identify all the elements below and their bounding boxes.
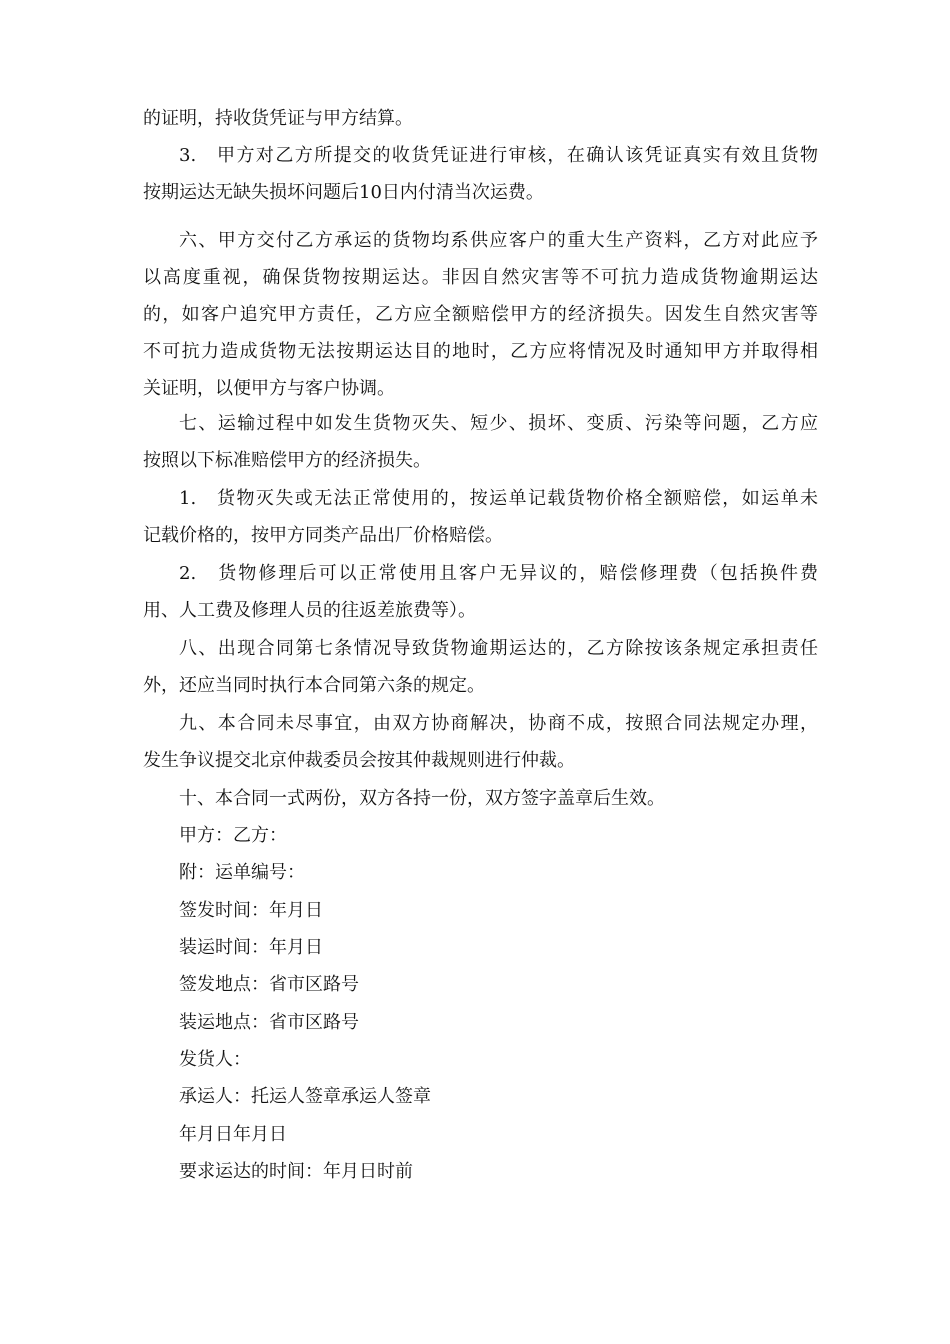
issue-place-line: 签发地点：省市区路号 — [179, 974, 359, 995]
paragraph-line: 十、本合同一式两份，双方各持一份，双方签字盖章后生效。 — [179, 788, 665, 809]
issue-time-line: 签发时间：年月日 — [179, 900, 323, 921]
date-line: 年月日年月日 — [179, 1124, 287, 1145]
paragraph-line: 1. 货物灭失或无法正常使用的，按运单记载货物价格全额赔偿，如运单未 — [179, 488, 818, 509]
paragraph-line: 发生争议提交北京仲裁委员会按其仲裁规则进行仲裁。 — [143, 750, 575, 771]
paragraph-line: 八、出现合同第七条情况导致货物逾期运达的，乙方除按该条规定承担责任 — [179, 638, 818, 659]
paragraph-line: 以高度重视，确保货物按期运达。非因自然灾害等不可抗力造成货物逾期运达 — [143, 267, 818, 288]
paragraph-line: 按期运达无缺失损坏问题后10日内付清当次运费。 — [143, 182, 544, 203]
loading-place-line: 装运地点：省市区路号 — [179, 1012, 359, 1033]
carrier-line: 承运人：托运人签章承运人签章 — [179, 1086, 431, 1107]
shipper-line: 发货人： — [179, 1049, 251, 1070]
paragraph-line: 七、运输过程中如发生货物灭失、短少、损坏、变质、污染等问题，乙方应 — [179, 413, 818, 434]
paragraph-line: 记载价格的，按甲方同类产品出厂价格赔偿。 — [143, 525, 503, 546]
paragraph-line: 3. 甲方对乙方所提交的收货凭证进行审核，在确认该凭证真实有效且货物 — [179, 145, 818, 166]
paragraph-line: 用、人工费及修理人员的往返差旅费等）。 — [143, 600, 476, 621]
paragraph-line: 的，如客户追究甲方责任，乙方应全额赔偿甲方的经济损失。因发生自然灾害等 — [143, 304, 818, 325]
waybill-number-line: 附：运单编号： — [179, 862, 305, 883]
paragraph-line: 2. 货物修理后可以正常使用且客户无异议的，赔偿修理费（包括换件费 — [179, 563, 818, 584]
paragraph-line: 按照以下标准赔偿甲方的经济损失。 — [143, 450, 431, 471]
paragraph-line: 不可抗力造成货物无法按期运达目的地时，乙方应将情况及时通知甲方并取得相 — [143, 341, 818, 362]
paragraph-line: 的证明，持收货凭证与甲方结算。 — [143, 108, 413, 129]
paragraph-line: 关证明，以便甲方与客户协调。 — [143, 378, 395, 399]
paragraph-line: 外，还应当同时执行本合同第六条的规定。 — [143, 675, 485, 696]
party-line: 甲方：乙方： — [179, 825, 287, 846]
arrival-time-line: 要求运达的时间：年月日时前 — [179, 1161, 413, 1182]
paragraph-line: 九、本合同未尽事宜，由双方协商解决，协商不成，按照合同法规定办理， — [179, 713, 818, 734]
paragraph-line: 六、甲方交付乙方承运的货物均系供应客户的重大生产资料，乙方对此应予 — [179, 230, 818, 251]
loading-time-line: 装运时间：年月日 — [179, 937, 323, 958]
